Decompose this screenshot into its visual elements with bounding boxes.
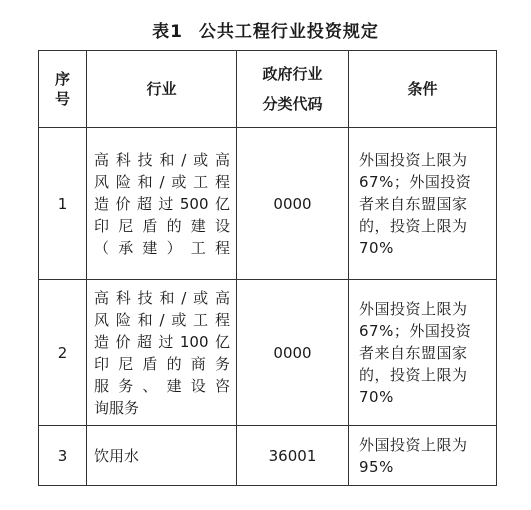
row-condition: 外国投资上限为 67%；外国投资 者来自东盟国家 的，投资上限为 70%	[349, 280, 497, 426]
row-seq: 1	[39, 128, 87, 280]
table-row	[39, 280, 497, 426]
row-seq: 2	[39, 280, 87, 426]
header-industry: 行业	[87, 51, 237, 128]
table-title	[0, 20, 531, 44]
row-industry: 高科技和/或高 风险和/或工程 造价超过100亿 印尼盾的商务 服务、建设咨 询服务	[87, 280, 237, 426]
table-title-text: 公共工程行业投资规定	[198, 22, 379, 42]
header-condition: 条件	[349, 51, 497, 128]
row-condition: 外国投资上限为 67%；外国投资 者来自东盟国家 的，投资上限为 70%	[349, 128, 497, 280]
table-row	[39, 128, 497, 280]
row-code: 36001	[237, 426, 349, 486]
header-code: 政府行业 分类代码	[237, 51, 349, 128]
row-code: 0000	[237, 280, 349, 426]
header-seq: 序 号	[39, 51, 87, 128]
row-industry: 饮用水	[87, 426, 237, 486]
row-code: 0000	[237, 128, 349, 280]
row-industry: 高科技和/或高 风险和/或工程 造价超过500亿 印尼盾的建设 （承建）工程	[87, 128, 237, 280]
table-row	[39, 426, 497, 486]
row-condition: 外国投资上限为 95%	[349, 426, 497, 486]
row-seq: 3	[39, 426, 87, 486]
header-row	[39, 51, 497, 128]
investment-rules-table	[38, 50, 497, 486]
table-number: 表1	[152, 22, 183, 42]
